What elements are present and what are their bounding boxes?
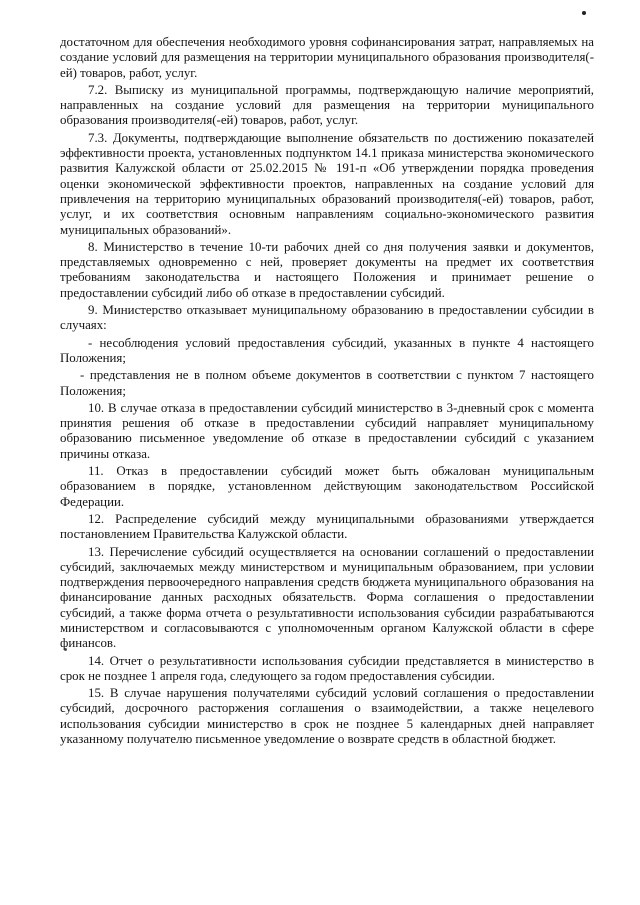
paragraph-7-3: 7.3. Документы, подтверждающие выполнение обязательств по достижению показателей эффективности проекта, установленных подпунктом 14.1 приказа министерства экономического развития Калужской области от 25.02.2015 № 191-п «Об утверждении порядка проведения оценки экономической эффективности проектов, направленных на создание условий для привлечения на территорию муниципальных образований производителя(-ей) товаров, работ, услуг, и их соответствия основным направлениям социально-экономического развития муниципальных образований». — [60, 130, 594, 237]
document-body — [60, 35, 594, 749]
paragraph-8: 8. Министерство в течение 10-ти рабочих дней со дня получения заявки и документов, представляемых одновременно с ней, проверяет документы на предмет их соответствия требованиям законодательства и настоящего Положения и принимает решение о предоставлении субсидий либо об отказе в предоставлении субсидий. — [60, 239, 594, 300]
paragraph-9-item-1: - несоблюдения условий предоставления субсидий, указанных в пункте 4 настоящего Положения; — [60, 335, 594, 365]
paragraph-10: 10. В случае отказа в предоставлении субсидий министерство в 3-дневный срок с момента принятия решения об отказе в предоставлении субсидий направляет муниципальному образованию письменное уведомление об отказе в предоставлении субсидий с указанием причины отказа. — [60, 400, 594, 461]
paragraph-14: 14. Отчет о результативности использования субсидии представляется в министерство в срок не позднее 1 апреля года, следующего за годом предоставления субсидии. — [60, 653, 594, 683]
paragraph-11: 11. Отказ в предоставлении субсидий может быть обжалован муниципальным образованием в порядке, установленном действующим законодательством Российской Федерации. — [60, 464, 594, 509]
paragraph-9: 9. Министерство отказывает муниципальному образованию в предоставлении субсидии в случаях: — [60, 303, 594, 333]
paragraph-9-item-2: - представления не в полном объеме документов в соответствии с пунктом 7 настоящего Положения; — [60, 368, 594, 398]
paragraph-continuation: достаточном для обеспечения необходимого уровня софинансирования затрат, направляемых на создание условий для размещения на территории муниципального образования производителя(-ей) товаров, работ, услуг. — [60, 35, 594, 80]
paragraph-12: 12. Распределение субсидий между муниципальными образованиями утверждается постановлением Правительства Калужской области. — [60, 511, 594, 542]
paragraph-15: 15. В случае нарушения получателями субсидий условий соглашения о предоставлении субсидий, досрочного расторжения соглашения о взаимодействии, а также нецелевого использования субсидии министерство в срок не позднее 5 календарных дней направляет указанному получателю письменное уведомление о возврате средств в областной бюджет. — [60, 686, 594, 747]
scan-mark — [582, 11, 586, 15]
paragraph-7-2: 7.2. Выписку из муниципальной программы, подтверждающую наличие мероприятий, направленных на создание условий для размещения на территории муниципального образования производителя(-ей) товаров, работ, услуг. — [60, 82, 594, 128]
paragraph-13: 13. Перечисление субсидий осуществляется на основании соглашений о предоставлении субсидий, заключаемых между министерством и муниципальным образованием, при условии подтверждения первоочередного направления средств бюджета муниципального образования на финансирование данных расходных обязательств. Форма соглашения о предоставлении субсидий, а также форма отчета о результативности использования субсидии разрабатываются министерством и согласовываются с уполномоченным органом Калужской области в сфере финансов. — [60, 544, 594, 651]
